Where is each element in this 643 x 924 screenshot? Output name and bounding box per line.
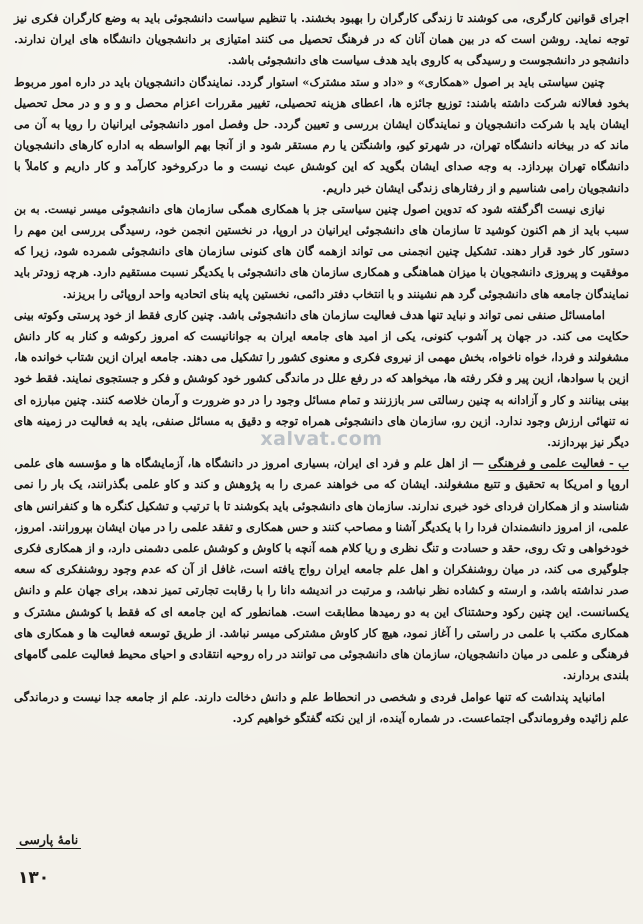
paragraph-5-body: — از اهل علم و فرد ای ایران، بسیاری امروز در دانشگاه ها، آزمایشگاه ها و مؤسسه های علمی اروپا و امریکا به تحقیق و تتبع مشغولند. ایشان که می خواهند عمری را به پژوهش و کند و کاو علمی بگذرانند، یک بار را نمی شناسند و از همکاران فردای خود خبری ندارند. سازمان های دانشجوئی باید بکوشند تا با ترتیب و تشکیل کنگره ها و کنفرانس های علمی، از امروز دانشمندان فردا را با یکدیگر آشنا و مصاحب کنند و حس همکاری و تفقد علمی را در میان ایشان بپرورانند. امروز، خودخواهی و تک روی، حقد و حسادت و تنگ نظری و ریا کلام همه آنچه با کاوش و کوشش علمی دشمنی دارد، و از همکاری فکری جلوگیری می کند، در میان روشنفکران و اهل علم جامعه ایران رواج یافته است، غافل از آن که عدم وجود روشنفکری که سعه صدر نداشته باشد، و ارسته و کشاده نظر نباشد، و مرتبت در اندیشه دانا را با رقابت تجارتی تمیز ندهد، برای جهان علم و دانش یکسانست. این چنین رکود وحشتناک این به دو رمیدها مطابقت است. همانطور که این جامعه ای که فقط با کوشش مشترک و همکاری مکتب با علمی در راستی را آغاز نمود، هیچ کار کاوش مشترکی میسر نباشد. از طریق توسعه فعالیت ها و همکاری های فرهنگی و علمی در میان دانشجویان، سازمان های دانشجوئی می توانند در راه روحیه انتقادی و احیای محیط فعالیت علمی گامهای بلندی بردارند.: [14, 456, 629, 683]
signature: نامهٔ پارسی: [16, 832, 81, 849]
watermark-text: xalvat.com: [260, 428, 383, 450]
paragraph-6: امانباید پنداشت که تنها عوامل فردی و شخصی در انحطاط علم و دانش دخالت دارند. علم از جامعه جدا نیست و درماندگی علم زائیده وفروماندگی اجتماعست. در شماره آینده، از این نکته گفتگو خواهیم کرد.: [14, 689, 629, 725]
paragraph-2: چنین سیاستی باید بر اصول «همکاری» و «داد و ستد مشترک» استوار گردد. نمایندگان دانشجویان باید در داره امور مربوط بخود فعالانه شرکت داشته باشند: توزیع جائزه ها، اعطای هزینه تحصیلی، تغییر مقررات اعزام محصل و و و و در محل تحصیل ایشان باید با شرکت دانشجویان و نمایندگان ایشان بررسی و تعیین گردد. حل وفصل امور دانشجوئی ایرانیان را رویا به آن می ماند که در بیخانه دانشگاه تهران، در شهرتو کیو، واشنگتن یا رم مستقر شود و از آنجا بهم الواسطه به اداره کارهای دانشجویان دانشگاه تهران بپردازد. به وجه صدای ایشان بگوید که این کوشش عبث نیست و ما درکروخود کارآمد و کار داریم و کاملاً با دانشجویان رامی شناسیم و از رفتارهای زندگی ایشان خبر داریم.: [14, 74, 629, 195]
article-body: [14, 8, 629, 729]
page-number: ۱۳۰: [18, 868, 50, 888]
paragraph-3: نیازی نیست اگرگفته شود که تدوین اصول چنین سیاستی جز با همکاری همگی سازمان های دانشجوئی میسر نیست. به بن سبب باید از هم اکنون کوشید تا سازمان های دانشجوئی ایرانیان در اروپا، در نخستین انجمن خود، رسیدگی بررسی این مهم را دستور کار خود قرار دهند. تشکیل چنین انجمنی می تواند ازهمه گان های کنونی سازمان های دانشجوئی شمرده شود، زیرا که موفقیت و پیروزی دانشجویان با میزان هماهنگی و همکاری سازمان های دانشجوئی با یکدیگر نسبت مستقیم دارد. هرچه زودتر باید نمایندگان جامعه های دانشجوئی گرد هم نشینند و با انتخاب دفتر دائمی، نخستین پایه بنای اتحادیه واحد اروپائی را بریزند.: [14, 201, 629, 301]
paragraph-5: [14, 453, 629, 686]
paragraph-1: اجرای قوانین کارگری، می کوشند تا زندگی کارگران را بهبود بخشند. با تنظیم سیاست دانشجوئی باید به وضع کارگران فکری نیز توجه نماید. روشن است که در بین همان آنان که در فرهنگ تحصیل می کنند امتیازی بر دانشجویان دانشگاه های ایران ندارند. دانشجو در دانشجوست و رسیدگی به کاروی باید هدف سیاست های دانشجوئی باشد.: [14, 11, 629, 68]
section-heading: ب - فعالیت علمی و فرهنگی: [488, 456, 629, 471]
paragraph-4: امامسائل صنفی نمی تواند و نباید تنها هدف فعالیت سازمان های دانشجوئی باشد. چنین کاری فقط از خود پرستی وکوته بینی حکایت می کند. در جهان پر آشوب کنونی، یکی از امید های جامعه ایران به جوانانیست که امروز رکوشه و کنار به کار دانش مشغولند و فردا، خواه ناخواه، بخش مهمی از نیروی فکری و معنوی کشور را تشکیل می دهند. جامعه ایران ازین شتاب خوانده ها، ازین با سوادها، ازین پیر و فکر رفته ها، میخواهد که در رفع علل در ماندگی کشور خود کوشش و فکر و جستجوی نمایند. فقط خود بینی بینانند و کار و آزادانه به چنین رسالتی سر باززنند و تمام مسائل وجود را در دو ضرورت و آرمان خلاصه کنند. چنین مبارزه ای نه تنهائی ارزش وجود ندارد. ازین رو، سازمان های دانشجوئی همراه توجه و دقیق به مسائل صنفی، باید به فعالیت در زمینه های دیگر نیز بپردازند.: [14, 307, 629, 450]
